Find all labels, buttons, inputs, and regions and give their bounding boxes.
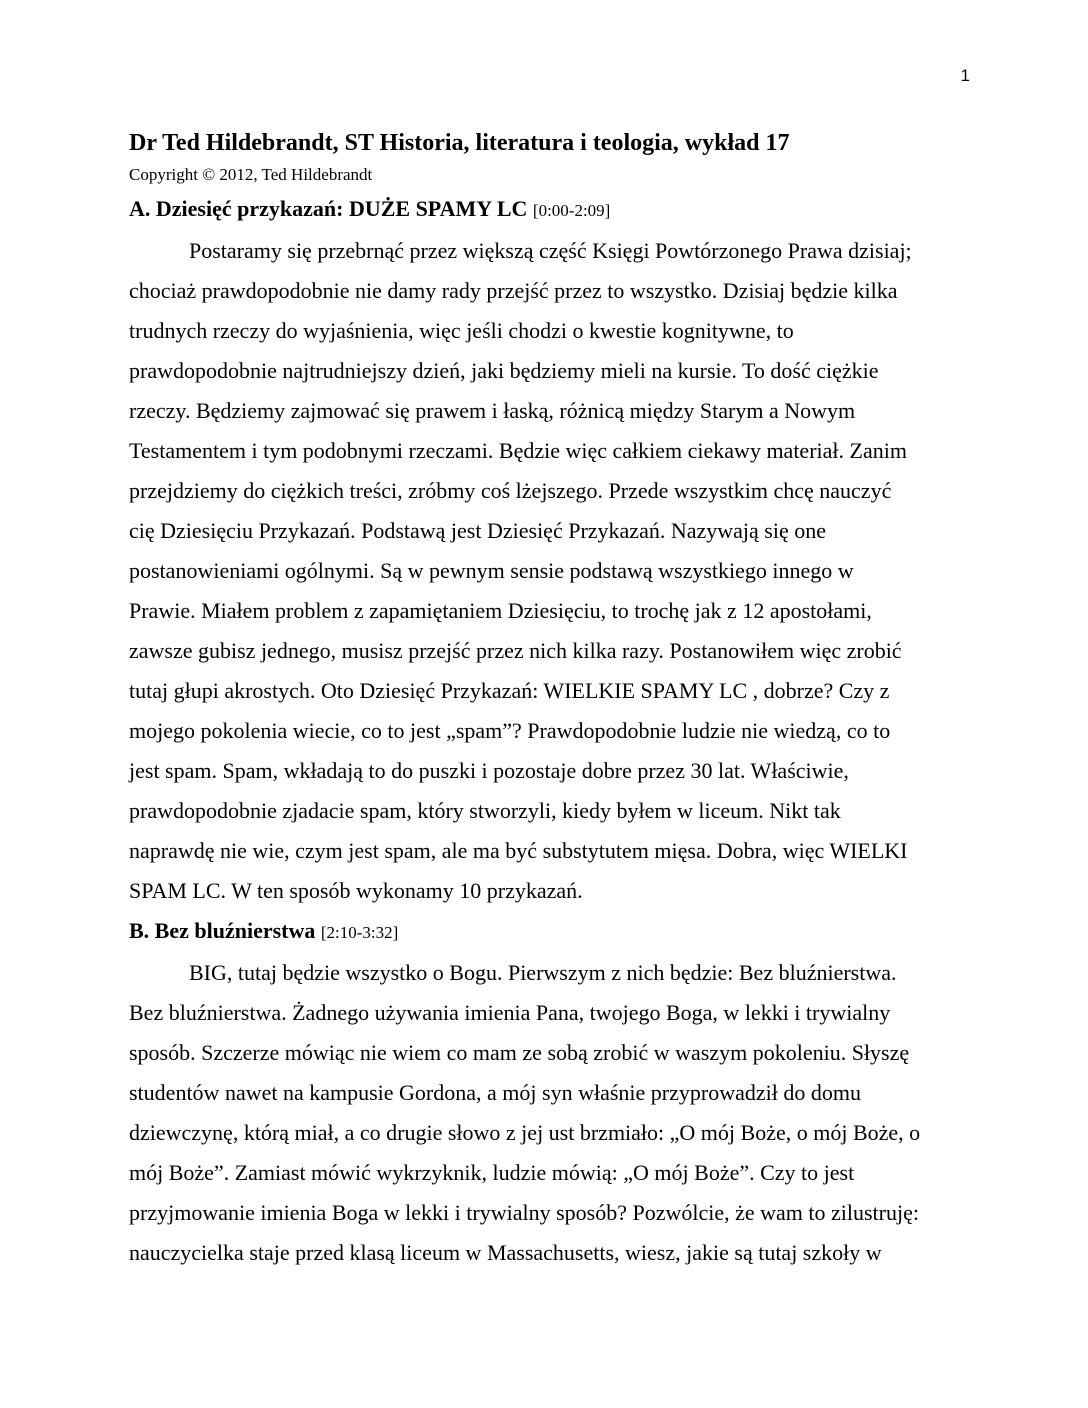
document-title: Dr Ted Hildebrandt, ST Historia, literatura i teologia, wykład 17 <box>129 130 790 156</box>
paragraph-line: postanowieniami ogólnymi. Są w pewnym sensie podstawą wszystkiego innego w <box>129 558 854 583</box>
paragraph-line: BIG, tutaj będzie wszystko o Bogu. Pierwszym z nich będzie: Bez bluźnierstwa. <box>189 960 897 985</box>
paragraph-line: mojego pokolenia wiecie, co to jest „spam”? Prawdopodobnie ludzie nie wiedzą, co to <box>129 718 891 743</box>
paragraph-line: tutaj głupi akrostych. Oto Dziesięć Przykazań: WIELKIE SPAMY LC , dobrze? Czy z <box>129 678 890 703</box>
section-heading-a <box>129 189 964 231</box>
section-a-paragraph <box>129 231 964 911</box>
paragraph-line: studentów nawet na kampusie Gordona, a mój syn właśnie przyprowadził do domu <box>129 1080 861 1105</box>
paragraph-line: rzeczy. Będziemy zajmować się prawem i łaską, różnicą między Starym a Nowym <box>129 398 856 423</box>
paragraph-line: przejdziemy do ciężkich treści, zróbmy coś lżejszego. Przede wszystkim chcę nauczyć <box>129 478 892 503</box>
paragraph-line: prawdopodobnie zjadacie spam, który stworzyli, kiedy byłem w liceum. Nikt tak <box>129 798 841 823</box>
paragraph-line: Prawie. Miałem problem z zapamiętaniem Dziesięciu, to trochę jak z 12 apostołami, <box>129 598 872 623</box>
section-heading-text: A. Dziesięć przykazań: DUŻE SPAMY LC <box>129 196 528 221</box>
paragraph-line: prawdopodobnie najtrudniejszy dzień, jaki będziemy mieli na kursie. To dość ciężkie <box>129 358 879 383</box>
document-body <box>129 125 964 1273</box>
paragraph-line: chociaż prawdopodobnie nie damy rady przejść przez to wszystko. Dzisiaj będzie kilka <box>129 278 898 303</box>
paragraph-line: nauczycielka staje przed klasą liceum w Massachusetts, wiesz, jakie są tutaj szkoły w <box>129 1240 882 1265</box>
paragraph-line: naprawdę nie wie, czym jest spam, ale ma być substytutem mięsa. Dobra, więc WIELKI <box>129 838 908 863</box>
section-b-paragraph <box>129 953 964 1273</box>
paragraph-line: mój Boże”. Zamiast mówić wykrzyknik, ludzie mówią: „O mój Boże”. Czy to jest <box>129 1160 855 1185</box>
paragraph-line: dziewczynę, którą miał, a co drugie słowo z jej ust brzmiało: „O mój Boże, o mój Boże, o <box>129 1120 921 1145</box>
paragraph-line: Postaramy się przebrnąć przez większą część Księgi Powtórzonego Prawa dzisiaj; <box>189 238 912 263</box>
paragraph-line: SPAM LC. W ten sposób wykonamy 10 przykazań. <box>129 878 583 903</box>
paragraph-line: cię Dziesięciu Przykazań. Podstawą jest Dziesięć Przykazań. Nazywają się one <box>129 518 826 543</box>
paragraph-line: zawsze gubisz jednego, musisz przejść przez nich kilka razy. Postanowiłem więc zrobić <box>129 638 902 663</box>
section-timestamp: [0:00-2:09] <box>532 201 611 220</box>
paragraph-line: Testamentem i tym podobnymi rzeczami. Będzie więc całkiem ciekawy materiał. Zanim <box>129 438 907 463</box>
section-heading-b <box>129 911 964 953</box>
page-number: 1 <box>960 66 970 85</box>
paragraph-line: sposób. Szczerze mówiąc nie wiem co mam ze sobą zrobić w waszym pokoleniu. Słyszę <box>129 1040 910 1065</box>
paragraph-line: Bez bluźnierstwa. Żadnego używania imienia Pana, twojego Boga, w lekki i trywialny <box>129 1000 891 1025</box>
copyright-notice: Copyright © 2012, Ted Hildebrandt <box>129 165 373 184</box>
paragraph-line: jest spam. Spam, wkładają to do puszki i pozostaje dobre przez 30 lat. Właściwie, <box>129 758 849 783</box>
section-heading-text: B. Bez bluźnierstwa <box>129 918 316 943</box>
section-timestamp: [2:10-3:32] <box>320 923 399 942</box>
paragraph-line: trudnych rzeczy do wyjaśnienia, więc jeśli chodzi o kwestie kognitywne, to <box>129 318 794 343</box>
paragraph-line: przyjmowanie imienia Boga w lekki i trywialny sposób? Pozwólcie, że wam to zilustruję: <box>129 1200 919 1225</box>
